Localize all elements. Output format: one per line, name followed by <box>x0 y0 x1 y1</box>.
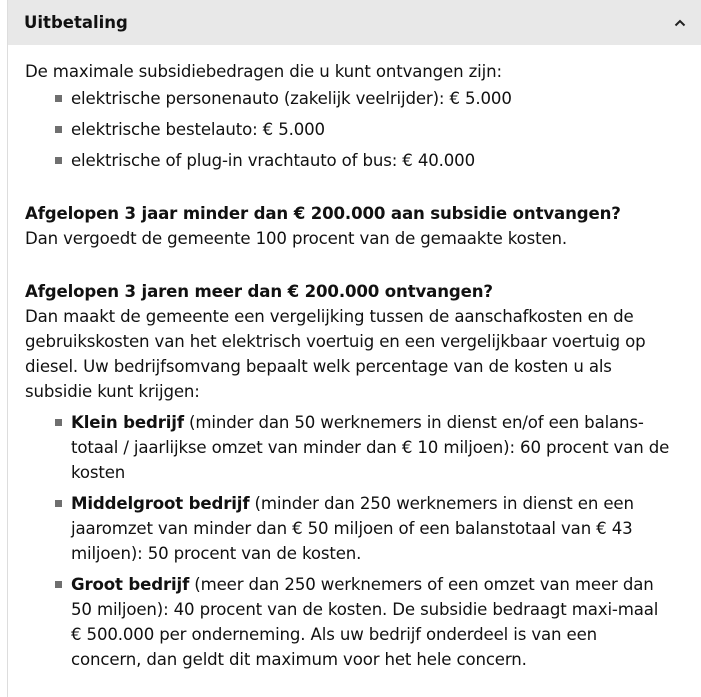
list-item: elektrische bestelauto: € 5.000 <box>71 117 671 142</box>
company-size-list <box>25 410 671 672</box>
section-text: Dan vergoedt de gemeente 100 procent van de gemaakte kosten. <box>25 229 568 248</box>
section-over-threshold <box>25 279 671 672</box>
section-under-threshold <box>25 201 671 251</box>
accordion-title: Uitbetaling <box>24 13 128 32</box>
section-title: Afgelopen 3 jaren meer dan € 200.000 ontvangen? <box>25 282 493 301</box>
section-text: Dan maakt de gemeente een vergelijking tussen de aanschafkosten en de gebruikskosten van het elektrisch voertuig en een vergelijkbaar voertuig op diesel. Uw bedrijfsomvang bepaalt welk percentage van de kosten u als subsidie kunt krijgen: <box>25 307 646 401</box>
list-item: elektrische personenauto (zakelijk veelrijder): € 5.000 <box>71 86 671 111</box>
intro-text: De maximale subsidiebedragen die u kunt ontvangen zijn: <box>25 62 502 81</box>
max-amounts-list <box>25 86 671 173</box>
list-item: elektrische of plug-in vrachtauto of bus: € 40.000 <box>71 148 671 173</box>
item-label: Groot bedrijf <box>71 575 190 594</box>
accordion-header[interactable] <box>8 0 701 45</box>
item-text: (meer dan 250 werknemers of een omzet van meer dan 50 miljoen): 40 procent van de kosten. De subsidie bedraagt maxi-maal € 500.000 per onderneming. Als uw bedrijf onderdeel is van een concern, dan geldt dit maximum voor het hele concern. <box>71 575 659 669</box>
chevron-up-icon[interactable] <box>673 16 687 30</box>
accordion-panel <box>7 0 701 697</box>
accordion-content <box>8 45 701 672</box>
item-text: (minder dan 50 werknemers in dienst en/of een balans-totaal / jaarlijkse omzet van minder dan € 10 miljoen): 60 procent van de kosten <box>71 413 670 482</box>
list-item <box>71 410 671 485</box>
list-item <box>71 491 671 566</box>
item-label: Klein bedrijf <box>71 413 184 432</box>
section-title: Afgelopen 3 jaar minder dan € 200.000 aan subsidie ontvangen? <box>25 204 621 223</box>
list-item <box>71 572 671 672</box>
item-text: (minder dan 250 werknemers in dienst en een jaaromzet van minder dan € 50 miljoen of een balanstotaal van € 43 miljoen): 50 procent van de kosten. <box>71 494 634 563</box>
item-label: Middelgroot bedrijf <box>71 494 250 513</box>
